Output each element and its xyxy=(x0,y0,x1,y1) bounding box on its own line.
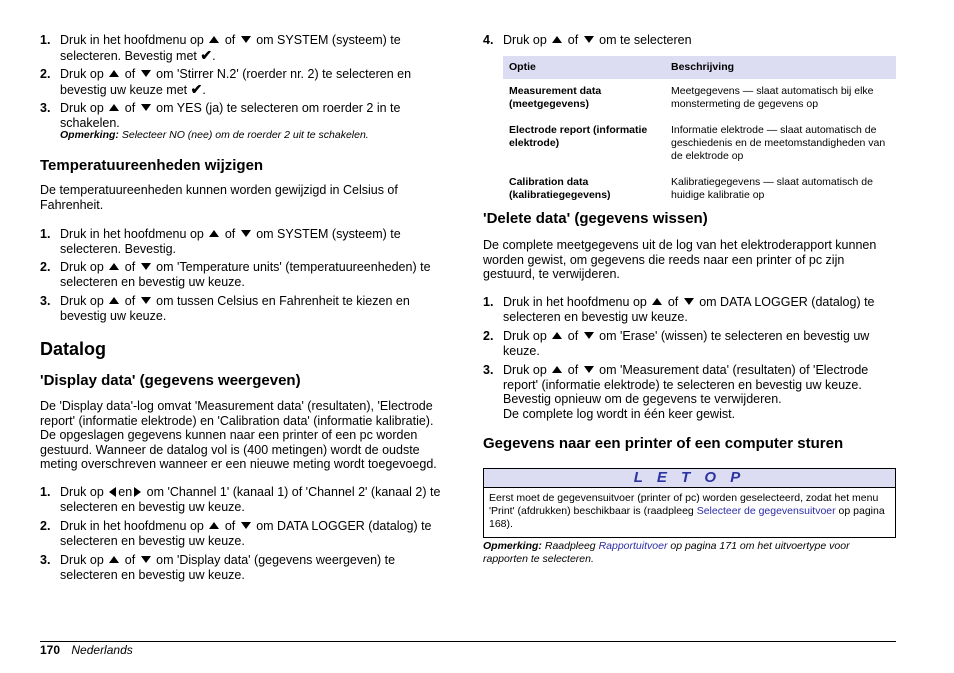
list-item: 3. Druk op of om 'Measurement data' (resultaten) of 'Electrode report' (informatie elektrode) te selecteren en bevestig uw keuze. Bevestig opnieuw om de gegevens te verwijderen. De complete log wordt in één keer gewist. xyxy=(483,363,869,421)
section-heading-delete-data: 'Delete data' (gegevens wissen) xyxy=(483,210,708,227)
up-arrow-icon xyxy=(209,230,219,237)
down-arrow-icon xyxy=(584,332,594,339)
list-item: 4. Druk op of om te selecteren xyxy=(483,33,692,47)
section-heading-temperature: Temperatuureenheden wijzigen xyxy=(40,157,264,174)
footer xyxy=(40,643,133,657)
down-arrow-icon xyxy=(584,36,594,43)
table-header: Beschrijving xyxy=(665,56,896,79)
up-arrow-icon xyxy=(209,522,219,529)
checkmark-icon: ✔ xyxy=(200,46,213,63)
list-item: 2. Druk op of om 'Temperature units' (temperatuureenheden) te selecteren en bevestig uw keuze. xyxy=(40,260,431,289)
link-select-output[interactable]: Selecteer de gegevensuitvoer xyxy=(696,505,836,517)
up-arrow-icon xyxy=(652,298,662,305)
table-row: Measurement data (meetgegevens) Meetgegevens — slaat automatisch bij elke monstermeting de gegevens op xyxy=(503,79,896,118)
section-heading-display-data: 'Display data' (gegevens weergeven) xyxy=(40,372,301,389)
list-item: 2. Druk in het hoofdmenu op of om DATA LOGGER (datalog) te selecteren en bevestig uw keuze. xyxy=(40,519,432,548)
link-report-output[interactable]: Rapportuitvoer xyxy=(598,540,668,552)
table-header: Optie xyxy=(503,56,665,79)
caution-box xyxy=(483,468,896,538)
note: Opmerking: Raadpleeg Rapportuitvoer op pagina 171 om het uitvoertype voor rapporten te selecteren. xyxy=(483,540,850,565)
page-number: 170 xyxy=(40,643,61,657)
table-row: Calibration data (kalibratiegegevens) Kalibratiegegevens — slaat automatisch de huidige kalibratie op xyxy=(503,170,896,209)
footer-divider xyxy=(40,641,896,642)
down-arrow-icon xyxy=(141,297,151,304)
down-arrow-icon xyxy=(141,70,151,77)
up-arrow-icon xyxy=(552,36,562,43)
list-item: 3. Druk op of om tussen Celsius en Fahrenheit te kiezen en bevestig uw keuze. xyxy=(40,294,410,323)
checkmark-icon: ✔ xyxy=(190,80,203,97)
down-arrow-icon xyxy=(141,104,151,111)
down-arrow-icon xyxy=(241,36,251,43)
right-arrow-icon xyxy=(134,487,141,497)
up-arrow-icon xyxy=(109,263,119,270)
section-heading-printer: Gegevens naar een printer of een computer sturen xyxy=(483,435,844,452)
paragraph: De 'Display data'-log omvat 'Measurement data' (resultaten), 'Electrode report' (informatie elektrode) en 'Calibration data' (informatie kalibratie). De opgeslagen gegevens kunnen naar een printer of een pc worden gestuurd. Wanneer de datalog vol is (400 metingen) wordt de oudste meting overschreven wanneer er een nieuwe meting wordt toegevoegd. xyxy=(40,399,437,472)
list-item: 2. Druk op of om 'Erase' (wissen) te selecteren en bevestig uw keuze. xyxy=(483,329,870,358)
options-table xyxy=(503,56,896,209)
list-item: 3. Druk op of om YES (ja) te selecteren om roerder 2 in te schakelen. xyxy=(40,101,401,130)
list-item: 3. Druk op of om 'Display data' (gegevens weergeven) te selecteren en bevestig uw keuze. xyxy=(40,553,396,582)
list-item: 1. Druk in het hoofdmenu op of om SYSTEM (systeem) te selecteren. Bevestig met ✔. xyxy=(40,33,401,63)
up-arrow-icon xyxy=(109,104,119,111)
table-header-row xyxy=(503,56,896,79)
paragraph: De complete meetgegevens uit de log van het elektroderapport kunnen worden gewist, om gegevens die reeds naar een printer of pc zijn gestuurd, te verwijderen. xyxy=(483,238,877,282)
list-item: 2. Druk op of om 'Stirrer N.2' (roerder nr. 2) te selecteren en bevestig uw keuze met ✔. xyxy=(40,67,412,97)
list-item: 1. Druk in het hoofdmenu op of om SYSTEM (systeem) te selecteren. Bevestig. xyxy=(40,227,401,256)
table-row: Electrode report (informatie elektrode) Informatie elektrode — slaat automatisch de geschiedenis en de meetomstandigheden van de elektrode op xyxy=(503,118,896,170)
caution-title: L E T O P xyxy=(484,469,895,488)
note: Opmerking: Selecteer NO (nee) om de roerder 2 uit te schakelen. xyxy=(60,129,369,141)
list-item: 1. Druk op en om 'Channel 1' (kanaal 1) of 'Channel 2' (kanaal 2) te selecteren en bevestig uw keuze. xyxy=(40,485,441,514)
down-arrow-icon xyxy=(141,556,151,563)
down-arrow-icon xyxy=(241,522,251,529)
up-arrow-icon xyxy=(109,556,119,563)
down-arrow-icon xyxy=(141,263,151,270)
up-arrow-icon xyxy=(552,366,562,373)
left-arrow-icon xyxy=(109,487,116,497)
footer-language: Nederlands xyxy=(71,643,133,657)
up-arrow-icon xyxy=(552,332,562,339)
down-arrow-icon xyxy=(684,298,694,305)
up-arrow-icon xyxy=(109,70,119,77)
list-item: 1. Druk in het hoofdmenu op of om DATA LOGGER (datalog) te selecteren en bevestig uw keuze. xyxy=(483,295,875,324)
paragraph: De temperatuureenheden kunnen worden gewijzigd in Celsius of Fahrenheit. xyxy=(40,183,398,212)
down-arrow-icon xyxy=(584,366,594,373)
down-arrow-icon xyxy=(241,230,251,237)
up-arrow-icon xyxy=(109,297,119,304)
section-heading-datalog: Datalog xyxy=(40,339,107,359)
up-arrow-icon xyxy=(209,36,219,43)
caution-text: Eerst moet de gegevensuitvoer (printer of pc) worden geselecteerd, zodat het menu 'Print' (afdrukken) beschikbaar is (raadpleeg Selecteer de gegevensuitvoer op pagina 168). xyxy=(489,492,885,530)
